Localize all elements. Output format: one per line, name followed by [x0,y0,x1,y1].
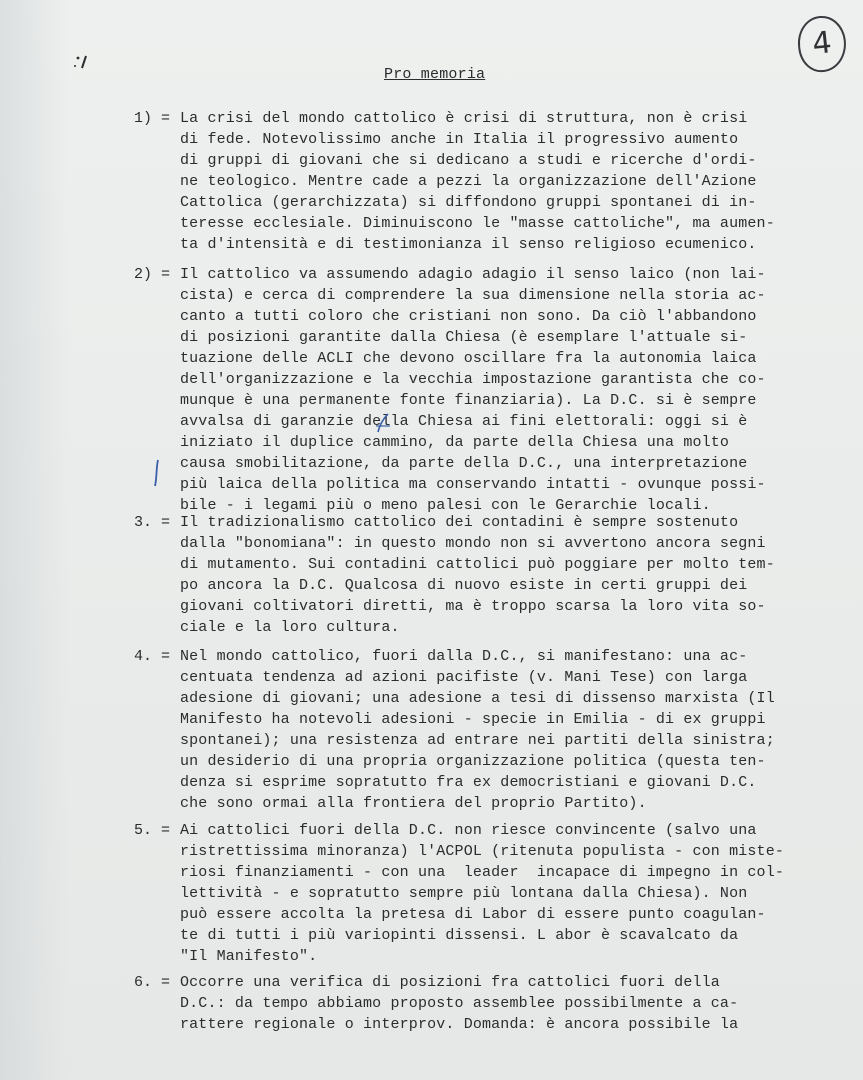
item-marker: 3. = [134,514,171,531]
text-line: D.C.: da tempo abbiamo proposto assemblee possibilmente a ca- [180,995,739,1012]
handwritten-caret-mark [374,412,392,436]
text-line: avvalsa di garanzie della Chiesa ai fini elettorali: oggi si è [180,413,748,430]
text-line: può essere accolta la pretesa di Labor di essere punto coagulan- [180,906,766,923]
text-line: munque è una permanente fonte finanziaria). La D.C. si è sempre [180,392,757,409]
text-line: di gruppi di giovani che si dedicano a studi e ricerche d'ordi- [180,152,757,169]
text-line: La crisi del mondo cattolico è crisi di struttura, non è crisi [180,110,748,127]
text-line: ciale e la loro cultura. [180,619,400,636]
text-line: un desiderio di una propria organizzazione politica (questa ten- [180,753,766,770]
text-line: Nel mondo cattolico, fuori dalla D.C., si manifestano: una ac- [180,648,748,665]
margin-bleed-through [0,0,70,1080]
text-line: di mutamento. Sui contadini cattolici può poggiare per molto tem- [180,556,775,573]
item-marker: 5. = [134,822,171,839]
item-text [180,820,840,967]
text-line: che sono ormai alla frontiera del proprio Partito). [180,795,647,812]
text-line: ne teologico. Mentre cade a pezzi la organizzazione dell'Azione [180,173,757,190]
text-line: "Il Manifesto". [180,948,318,965]
text-line: canto a tutti coloro che cristiani non sono. Da ciò l'abbandono [180,308,757,325]
text-line: riosi finanziamenti - con una leader incapace di impegno in col- [180,864,784,881]
text-line: dell'organizzazione e la vecchia impostazione garantista che co- [180,371,766,388]
item-text [180,264,840,516]
text-line: bile - i legami più o meno palesi con le Gerarchie locali. [180,497,711,514]
text-line: spontanei); una resistenza ad entrare nei partiti della sinistra; [180,732,775,749]
text-line: iniziato il duplice cammino, da parte della Chiesa una molto [180,434,730,451]
item-text [180,512,840,638]
text-line: adesione di giovani; una adesione a tesi di dissenso marxista (Il [180,690,775,707]
item-text [180,108,840,255]
text-line: po ancora la D.C. Qualcosa di nuovo esiste in certi gruppi dei [180,577,748,594]
text-line: lettività - e sopratutto sempre più lontana dalla Chiesa). Non [180,885,748,902]
text-line: Cattolica (gerarchizzata) si diffondono gruppi spontanei di in- [180,194,757,211]
text-line: denza si esprime sopratutto fra ex democristiani e giovani D.C. [180,774,757,791]
text-line: di fede. Notevolissimo anche in Italia il progressivo aumento [180,131,739,148]
text-line: ristrettissima minoranza) l'ACPOL (ritenuta populista - con miste- [180,843,784,860]
text-line: dalla "bonomiana": in questo mondo non si avvertono ancora segni [180,535,766,552]
item-marker: 2) = [134,266,171,283]
text-line: tuazione delle ACLI che devono oscillare fra la autonomia laica [180,350,757,367]
text-line: Occorre una verifica di posizioni fra cattolici fuori della [180,974,720,991]
item-text [180,646,840,814]
text-line: teresse ecclesiale. Diminuiscono le "masse cattoliche", ma aumen- [180,215,775,232]
text-line: Manifesto ha notevoli adesioni - specie in Emilia - di ex gruppi [180,711,766,728]
text-line: Il tradizionalismo cattolico dei contadini è sempre sostenuto [180,514,739,531]
page-number-circled: 4 [795,14,849,75]
text-line: più laica della politica ma conservando intatti - ovunque possi- [180,476,766,493]
item-marker: 4. = [134,648,171,665]
ink-speck-mark [72,52,96,76]
text-line: centuata tendenza ad azioni pacifiste (v. Mani Tese) con larga [180,669,748,686]
text-line: rattere regionale o interprov. Domanda: è ancora possibile la [180,1016,739,1033]
handwritten-margin-mark [150,458,164,488]
text-line: ta d'intensità e di testimonianza il senso religioso ecumenico. [180,236,757,253]
text-line: te di tutti i più variopinti dissensi. L abor è scavalcato da [180,927,739,944]
item-text [180,972,840,1035]
item-marker: 1) = [134,110,171,127]
text-line: cista) e cerca di comprendere la sua dimensione nella storia ac- [180,287,766,304]
text-line: causa smobilitazione, da parte della D.C., una interpretazione [180,455,748,472]
document-title: Pro memoria [384,66,486,83]
text-line: Ai cattolici fuori della D.C. non riesce convincente (salvo una [180,822,757,839]
text-line: di posizioni garantite dalla Chiesa (è esemplare l'attuale si- [180,329,748,346]
text-line: giovani coltivatori diretti, ma è troppo scarsa la loro vita so- [180,598,766,615]
item-marker: 6. = [134,974,171,991]
text-line: Il cattolico va assumendo adagio adagio il senso laico (non lai- [180,266,766,283]
